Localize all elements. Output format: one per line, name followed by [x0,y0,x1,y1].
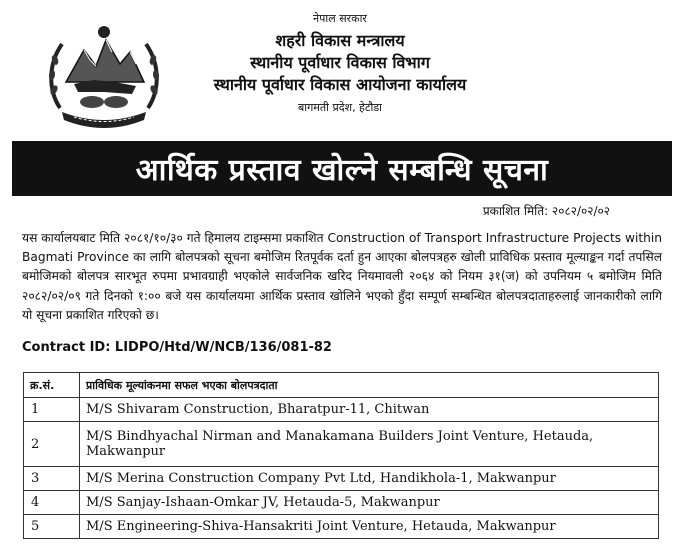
row-serial: 5 [24,515,80,539]
table-row [24,515,659,539]
row-serial: 3 [24,467,80,491]
table-row [24,422,659,467]
table-row [24,398,659,422]
contract-id: Contract ID: LIDPO/Htd/W/NCB/136/081-82 [22,340,332,355]
notice-title: आर्थिक प्रस्ताव खोल्ने सम्बन्धि सूचना [135,153,549,188]
table-row [24,491,659,515]
notice-body: यस कार्यालयबाट मिति २०८१/१०/३० गते हिमालय टाइम्समा प्रकाशित Construction of Transport Infrastructure Projects within Bagmati Province का लागि बोलपत्रको सूचना बमोजिम रितपूर्वक दर्ता हुन आएका बोलपत्रहरु खोली प्राविधिक प्रस्ताव मूल्याङ्कन गर्दा तपसिल बमोजिमको बोलपत्र सारभूत रुपमा प्रभावग्राही भएकोले सार्वजनिक खरिद नियमावली २०६४ को नियम ३१(ज) को उपनियम ५ बमोजिम मिति २०८२/०२/०९ गते दिनको १:०० बजे यस कार्यालयमा आर्थिक प्रस्ताव खोलिने भएको हुँदा सम्पूर्ण सम्बन्धित बोलपत्रदाताहरुलाई जानकारीको लागि यो सूचना प्रकाशित गरिएको छ। [22,231,662,322]
row-bidder: M/S Merina Construction Company Pvt Ltd, Handikhola-1, Makwanpur [80,467,659,491]
nepal-government-emblem [44,20,164,132]
column-header-serial: क्र.सं. [24,373,80,398]
row-bidder: M/S Sanjay-Ishaan-Omkar JV, Hetauda-5, Makwanpur [80,491,659,515]
row-bidder: M/S Engineering-Shiva-Hansakriti Joint Venture, Hetauda, Makwanpur [80,515,659,539]
row-bidder: M/S Shivaram Construction, Bharatpur-11, Chitwan [80,398,659,422]
notice-title-banner [12,141,672,196]
office-location: बागमती प्रदेश, हेटौडा [297,101,383,114]
table-header-row [24,373,659,398]
row-serial: 4 [24,491,80,515]
row-bidder: M/S Bindhyachal Nirman and Manakamana Builders Joint Venture, Hetauda, Makwanpur [80,422,659,467]
office-header [170,10,510,116]
row-serial: 1 [24,398,80,422]
office-name: स्थानीय पूर्वाधार विकास आयोजना कार्यालय [213,75,467,94]
department-name: स्थानीय पूर्वाधार विकास विभाग [250,53,430,72]
ministry-name: शहरी विकास मन्त्रालय [275,31,405,50]
row-serial: 2 [24,422,80,467]
bidders-table [23,372,659,539]
government-name: नेपाल सरकार [313,12,367,25]
table-row [24,467,659,491]
published-date: प्रकाशित मिति: २०८२/०२/०२ [482,204,610,218]
column-header-bidder: प्राविधिक मूल्यांकनमा सफल भएका बोलपत्रदाता [80,373,659,398]
